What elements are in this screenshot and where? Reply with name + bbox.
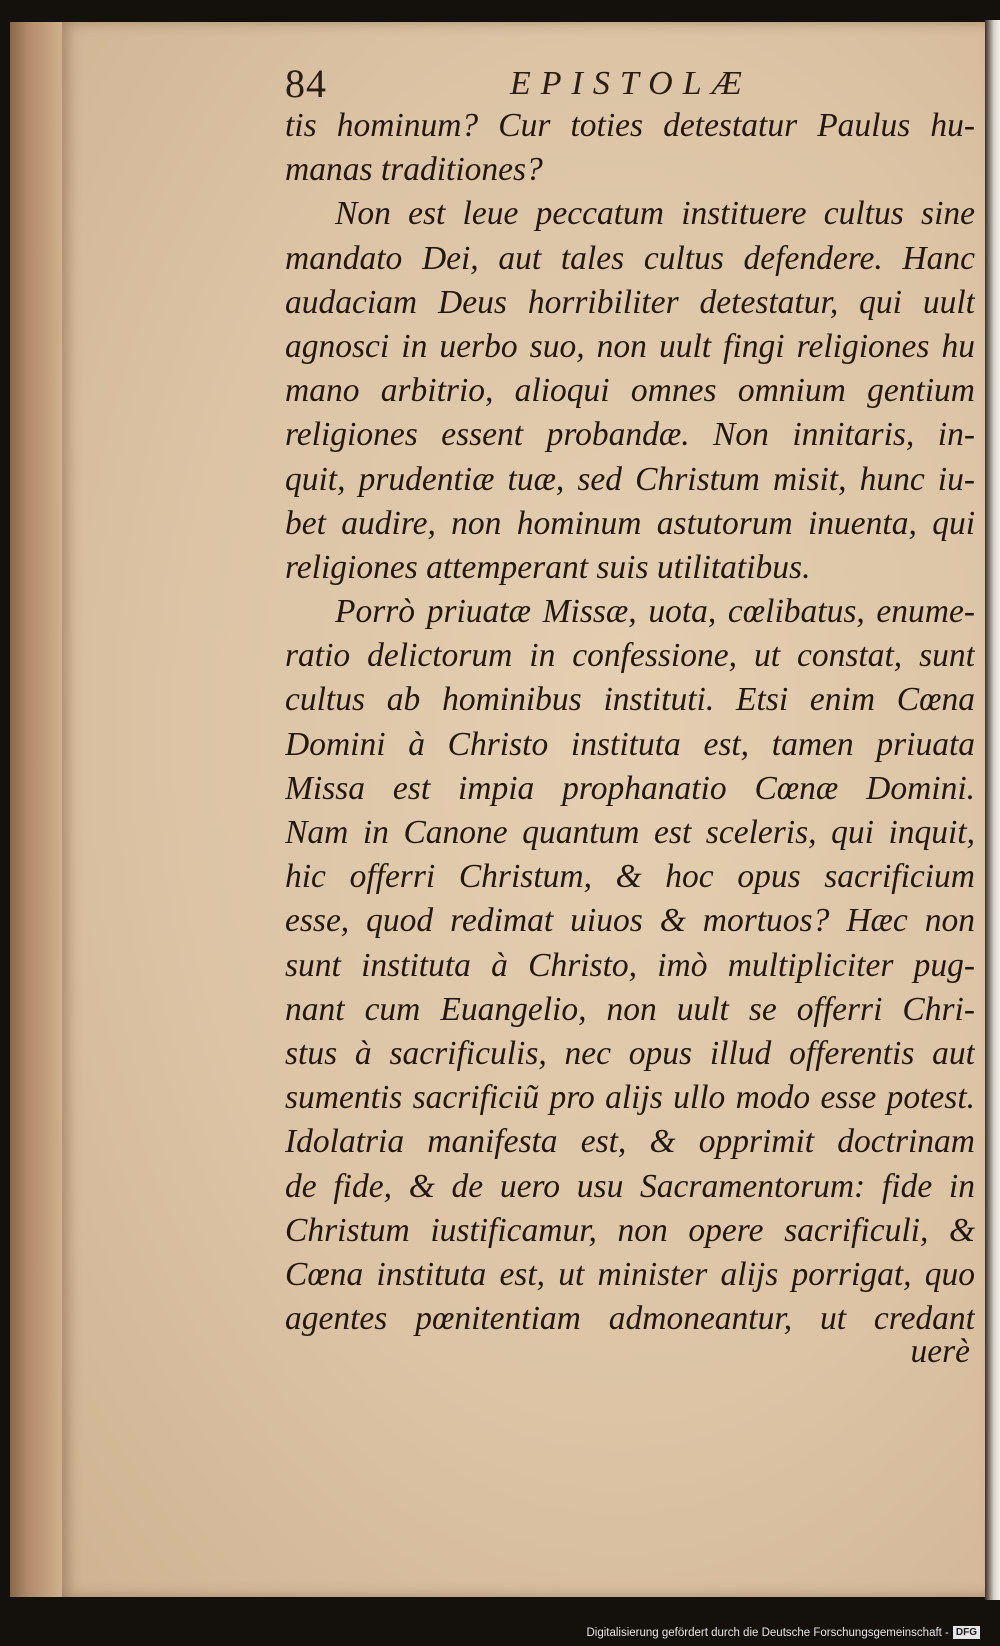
- text-line: mano arbitrio, alioqui omnes omnium gentium: [285, 372, 975, 410]
- text-line: tis hominum? Cur toties detestatur Paulus hu-: [285, 107, 975, 144]
- body-text: [285, 104, 975, 1341]
- text-line: Nam in Canone quantum est sceleris, qui inquit,: [285, 814, 975, 851]
- text-line: Christum iustificamur, non opere sacrificuli, &: [285, 1211, 975, 1249]
- page-edge-shadow: [985, 20, 1000, 1600]
- text-line: Missa est impia prophanatio Cœnæ Domini.: [285, 769, 975, 807]
- text-line: sunt instituta à Christo, imò multipliciter pug-: [285, 946, 975, 984]
- text-line: religiones essent probandæ. Non innitaris, in-: [285, 416, 975, 454]
- text-line: manas traditiones?: [285, 151, 543, 189]
- text-line: agentes pœnitentiam admoneantur, ut credant: [285, 1300, 975, 1338]
- credit-text: Digitalisierung gefördert durch die Deutsche Forschungsgemeinschaft -: [586, 1627, 949, 1639]
- text-line: mandato Dei, aut tales cultus defendere. Hanc: [285, 239, 975, 277]
- text-line: Cœna instituta est, ut minister alijs porrigat, quo: [285, 1255, 975, 1293]
- text-line: stus à sacrificulis, nec opus illud offerentis aut: [285, 1034, 975, 1072]
- text-line: de fide, & de uero usu Sacramentorum: fide in: [285, 1167, 975, 1205]
- catchword: uerè: [910, 1333, 970, 1370]
- page-header: [285, 60, 975, 108]
- text-line: Porrò priuatæ Missæ, uota, cœlibatus, enume-: [335, 593, 975, 631]
- text-line: religiones attemperant suis utilitatibus.: [285, 548, 811, 586]
- text-line: Idolatria manifesta est, & opprimit doctrinam: [285, 1123, 975, 1161]
- text-line: nant cum Euangelio, non uult se offerri Chri-: [285, 990, 975, 1028]
- text-line: agnosci in uerbo suo, non uult fingi religiones hu: [285, 327, 975, 365]
- text-line: hic offerri Christum, & hoc opus sacrificium: [285, 858, 975, 896]
- text-line: bet audire, non hominum astutorum inuenta, qui: [285, 504, 975, 542]
- text-line: sumentis sacrificiũ pro alijs ullo modo esse potest.: [285, 1079, 975, 1117]
- page-number: 84: [285, 61, 327, 106]
- text-line: quit, prudentiæ tuæ, sed Christum misit, hunc iu-: [285, 460, 975, 498]
- book-spine-edge: [10, 22, 65, 1597]
- dfg-logo: DFG: [953, 1626, 980, 1639]
- text-line: audaciam Deus horribiliter detestatur, qui uult: [285, 283, 975, 321]
- text-line: ratio delictorum in confessione, ut constat, sunt: [285, 637, 975, 675]
- text-line: Non est leue peccatum instituere cultus sine: [335, 195, 975, 233]
- text-line: cultus ab hominibus instituti. Etsi enim Cœna: [285, 681, 975, 719]
- text-line: esse, quod redimat uiuos & mortuos? Hæc non: [285, 902, 975, 940]
- text-line: Domini à Christo instituta est, tamen priuata: [285, 725, 975, 763]
- running-title: EPISTOLÆ: [510, 65, 752, 102]
- digitization-credit: [540, 1624, 980, 1642]
